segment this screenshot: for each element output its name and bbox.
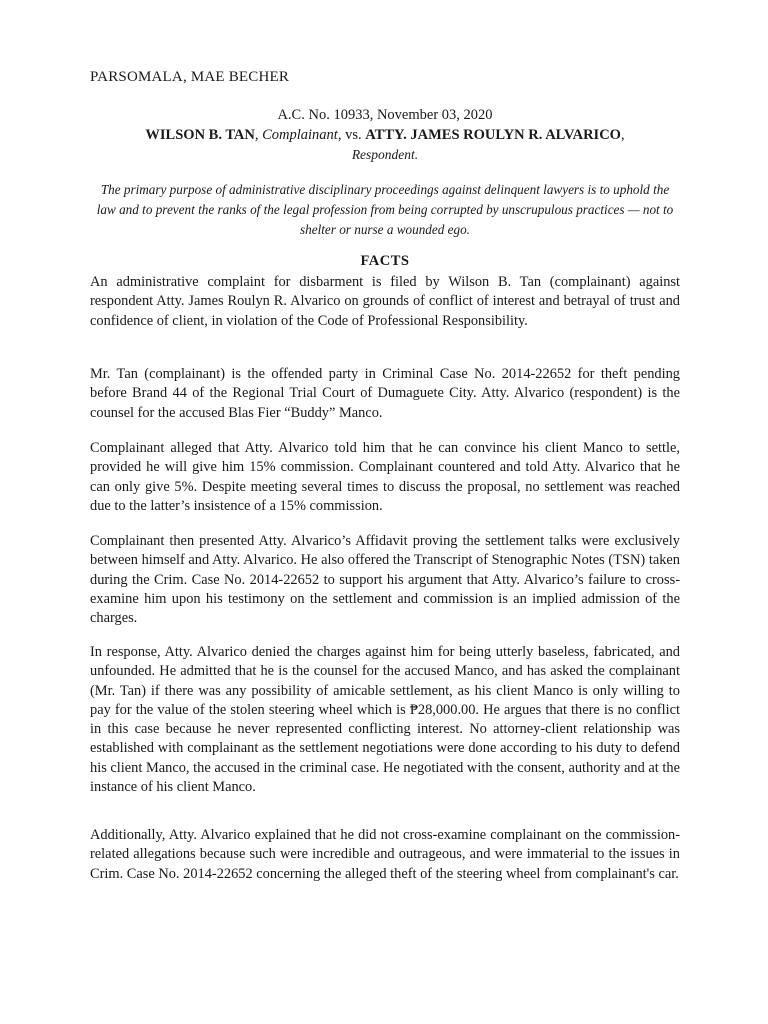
respondent-name: ATTY. JAMES ROULYN R. ALVARICO	[365, 127, 621, 143]
respondent-role: Respondent.	[351, 147, 419, 162]
author-name: PARSOMALA, MAE BECHER	[90, 69, 290, 85]
facts-paragraph: Complainant then presented Atty. Alvarico’s Affidavit proving the settlement talks were exclusively between himself and Atty. Alvarico. He also offered the Transcript of Stenographic Notes (TSN) taken during the Crim. Case No. 2014-22652 to support his argument that Atty. Alvarico’s failure to cross-examine him upon his testimony on the settlement and commission is an implied admission of the charges.	[90, 533, 680, 627]
doctrine-statement: The primary purpose of administrative disciplinary proceedings against delinquent lawyers is to uphold the law and to prevent the ranks of the legal profession from being corrupted by unscrupulous practices — not to shelter or nurse a wounded ego.	[96, 182, 674, 237]
case-number: A.C. No. 10933, November 03, 2020	[277, 107, 493, 123]
complainant-role: , Complainant,	[254, 127, 342, 143]
facts-paragraph: Additionally, Atty. Alvarico explained that he did not cross-examine complainant on the commission-related allegations because such were incredible and outrageous, and were immaterial to the issues in Crim. Case No. 2014-22652 concerning the alleged theft of the steering wheel from complainant's car.	[90, 827, 680, 882]
respondent-comma: ,	[620, 127, 625, 143]
facts-paragraph: An administrative complaint for disbarment is filed by Wilson B. Tan (complainant) against respondent Atty. James Roulyn R. Alvarico on grounds of conflict of interest and betrayal of trust and confidence of client, in violation of the Code of Professional Responsibility.	[90, 274, 680, 329]
facts-paragraph: Complainant alleged that Atty. Alvarico told him that he can convince his client Manco to settle, provided he will give him 15% commission. Complainant countered and told Atty. Alvarico that he can only give 5%. Despite meeting several times to discuss the proposal, no settlement was reached due to the latter’s insistence of a 15% commission.	[90, 440, 680, 514]
facts-heading: FACTS	[360, 253, 410, 269]
document-page	[90, 0, 680, 1024]
facts-paragraph: Mr. Tan (complainant) is the offended party in Criminal Case No. 2014-22652 for theft pending before Brand 44 of the Regional Trial Court of Dumaguete City. Atty. Alvarico (respondent) is the counsel for the accused Blas Fier “Buddy” Manco.	[90, 366, 680, 421]
versus-text: vs.	[341, 127, 366, 143]
facts-paragraph: In response, Atty. Alvarico denied the charges against him for being utterly baseless, fabricated, and unfounded. He admitted that he is the counsel for the accused Manco, and has asked the complainant (Mr. Tan) if there was any possibility of amicable settlement, as his client Manco is only willing to pay for the value of the stolen steering wheel which is ₱28,000.00. He argues that there is no conflict in this case because he never represented conflicting interest. No attorney-client relationship was established with complainant as the settlement negotiations were done according to his duty to defend his client Manco, the accused in the criminal case. He negotiated with the consent, authority and at the instance of his client Manco.	[90, 644, 680, 796]
case-parties	[90, 127, 680, 144]
complainant-name: WILSON B. TAN	[145, 127, 255, 143]
